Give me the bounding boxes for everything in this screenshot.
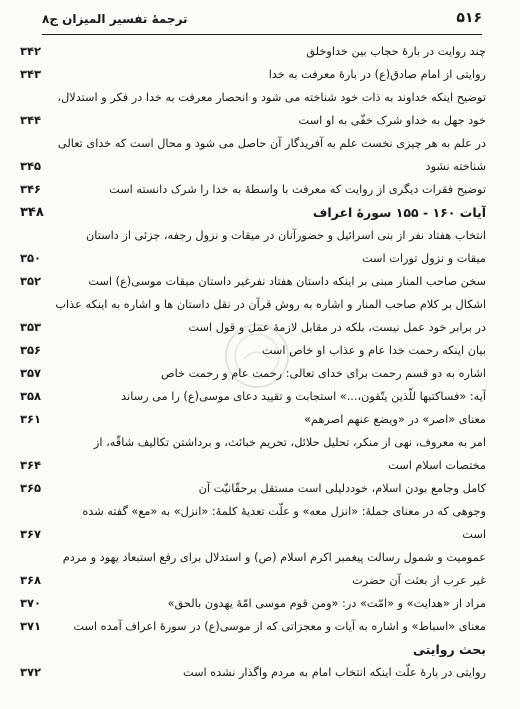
toc-entry-text: روایتی در بارهٔ علّت اینکه انتخاب امام به مردم واگذار نشده است (183, 666, 486, 679)
toc-entry (20, 339, 486, 362)
toc-page-number: ۳۴۶ (20, 182, 42, 196)
toc-entry-text: خود جهل به خداو شرک خفّی به او است (298, 114, 486, 127)
toc-entry (20, 431, 486, 454)
subsection-heading (20, 638, 486, 661)
toc-entry-text: عمومیت و شمول رسالت پیغمبر اکرم اسلام (ص) و استدلال برای رفع استبعاد یهود و مردم (62, 551, 486, 564)
toc-entry (20, 270, 486, 293)
toc-entry-text: شناخته نشود (425, 160, 486, 173)
toc-entry (20, 477, 486, 500)
toc-entry (20, 615, 486, 638)
toc-page-number: ۳۶۵ (20, 481, 42, 495)
toc-page-number: ۳۵۸ (20, 389, 42, 403)
toc-entry (20, 316, 486, 339)
toc-page-number: ۳۴۲ (20, 44, 42, 58)
toc-entry (20, 385, 486, 408)
toc-page-number: ۳۶۱ (20, 412, 42, 426)
toc-page-number: ۳۶۸ (20, 573, 42, 587)
toc-page-number: ۳۵۷ (20, 366, 42, 380)
toc-page-number: ۳۵۰ (20, 251, 42, 265)
toc-entry (20, 86, 486, 109)
toc-page-number: ۳۶۴ (20, 458, 42, 472)
toc-page-number: ۳۴۳ (20, 67, 42, 81)
toc-entry (20, 362, 486, 385)
toc-page-number: ۳۵۶ (20, 343, 42, 357)
toc-entry-text: امر به معروف، نهی از منکر، تحلیل حلائل، تحریم خبائث، و برداشتن تکالیف شاقّه، از (93, 436, 486, 449)
toc-page-number: ۳۴۸ (20, 205, 44, 220)
toc-entry-text: انتخاب هفتاد نفر از بنی اسرائیل و حضورآنان در میقات و نزول رجفه، جزئی از داستان (85, 229, 486, 242)
toc-entry-text: است (462, 528, 486, 541)
toc-entry (20, 408, 486, 431)
toc-entry-text: کامل وجامع بودن اسلام، خوددلیلی است مستقل برحقّانیّت آن (198, 482, 486, 495)
toc-entry-text: مراد از «هدایت» و «امّت» در: «ومن قوم موسی امّهٔ یهدون بالحق» (167, 597, 486, 610)
toc-entry-text: وجوهی که در معنای جملهٔ: «انزل معه» و علّت تعدیهٔ کلمهٔ: «انزل» به «مع» گفته شده (82, 505, 486, 518)
toc-page-number: ۳۴۵ (20, 159, 42, 173)
toc-page-number: ۳۵۳ (20, 320, 42, 334)
toc-entry-text: بیان اینکه رحمت خدا عام و عذاب او خاص است (261, 344, 486, 357)
toc-entry-text: غیر عرب از بعثت آن حضرت (352, 574, 486, 587)
toc-entry (20, 40, 486, 63)
toc-entry-text: در برابر خود عمل نیست، بلکه در مقابل لازمهٔ عمل و قول است (188, 321, 486, 334)
toc-entry (20, 523, 486, 546)
table-of-contents (20, 40, 486, 684)
toc-entry (20, 546, 486, 569)
toc-entry-text: مختصات اسلام است (388, 459, 486, 472)
toc-entry-text: آیه: «فساکتبها للّذین یتّقون،...» استجابت و تقیید دعای موسی(ع) را می رساند (121, 390, 486, 403)
toc-entry (20, 178, 486, 201)
toc-entry (20, 155, 486, 178)
toc-entry (20, 224, 486, 247)
toc-entry (20, 247, 486, 270)
toc-page-number: ۳۷۰ (20, 596, 42, 610)
toc-entry-text: سخن صاحب المنار مبنی بر اینکه داستان هفتاد نفرغیر داستان میقات موسی(ع) است (88, 275, 486, 288)
toc-entry-text: آیات ۱۶۰ - ۱۵۵ سورهٔ اعراف (312, 205, 486, 220)
toc-entry (20, 592, 486, 615)
toc-entry-text: بحث روایتی (413, 642, 486, 657)
header-rule (42, 34, 482, 35)
toc-entry (20, 661, 486, 684)
toc-entry-text: اشکال بر کلام صاحب المنار و اشاره به روش قرآن در نقل داستان ها و اشاره به اینکه عذاب (55, 298, 486, 311)
toc-entry-text: معنای «اصر» در «ویضع عنهم اصرهم» (304, 413, 486, 426)
toc-entry-text: توضیح فقرات دیگری از روایت که معرفت با واسطهٔ به خدا را شرک دانسته است (109, 183, 486, 196)
toc-page-number: ۳۵۲ (20, 274, 42, 288)
toc-entry (20, 454, 486, 477)
toc-entry (20, 569, 486, 592)
toc-entry (20, 63, 486, 86)
toc-entry-text: توضیح اینکه خداوند به ذات خود شناخته می شود و انحصار معرفت به خدا در فکر و استدلال، (57, 91, 486, 104)
toc-entry-text: اشاره به دو قسم رحمت برای خدای تعالی: رحمت عام و رحمت خاص (160, 367, 486, 380)
section-heading (20, 201, 486, 224)
page-header (42, 10, 482, 32)
toc-page-number: ۳۶۷ (20, 527, 42, 541)
toc-entry-text: چند روایت در بارهٔ حجاب بین خداوخلق (306, 45, 486, 58)
page-number: ۵۱۶ (456, 10, 482, 26)
toc-entry (20, 132, 486, 155)
toc-page-number: ۳۷۲ (20, 665, 42, 679)
toc-entry-text: در علم به هر چیزی نخست علم به آفریدگار آن حاصل می شود و محال است که خدای تعالی (57, 137, 486, 150)
running-title: ترجمهٔ تفسیر المیزان ج۸ (42, 12, 188, 26)
toc-entry-text: میقات و نزول تورات است (361, 252, 486, 265)
toc-entry-text: روایتی از امام صادق(ع) در بارهٔ معرفت به خدا (268, 68, 486, 81)
toc-entry (20, 293, 486, 316)
toc-entry-text: معنای «اسباط» و اشاره به آیات و معجزاتی که از موسی(ع) در سورهٔ اعراف آمده است (73, 620, 486, 633)
toc-entry (20, 500, 486, 523)
toc-page-number: ۳۷۱ (20, 619, 42, 633)
toc-entry (20, 109, 486, 132)
toc-page-number: ۳۴۴ (20, 113, 42, 127)
